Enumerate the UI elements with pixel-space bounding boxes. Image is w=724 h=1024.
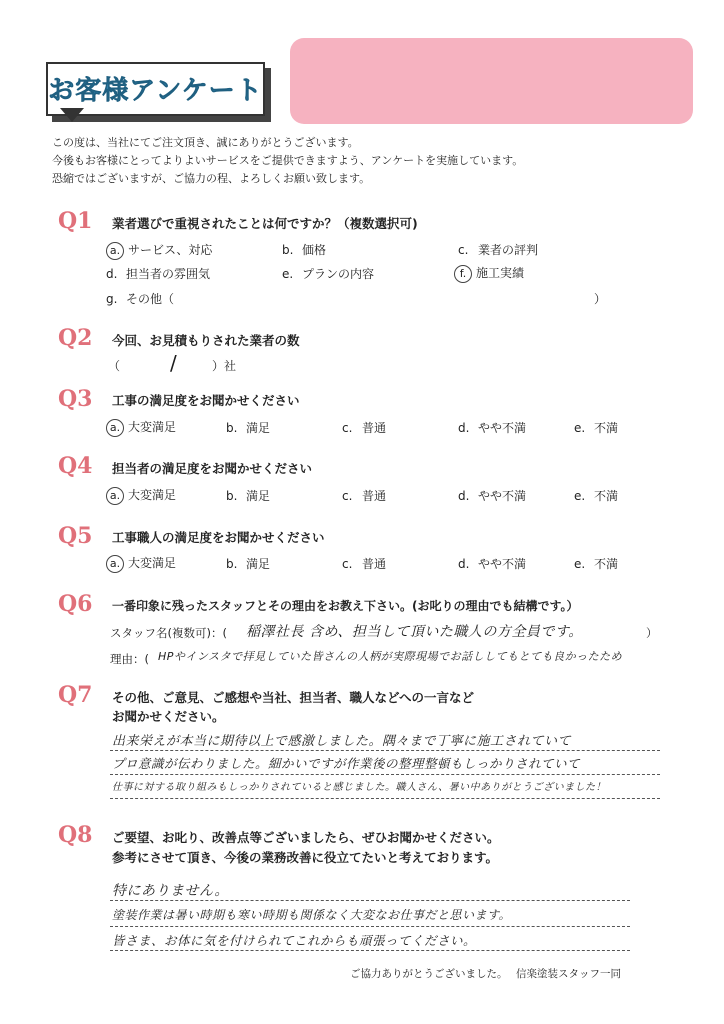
answer-line bbox=[110, 774, 660, 775]
intro-line: この度は、当社にてご注文頂き、誠にありがとうございます。 bbox=[52, 136, 359, 149]
option-letter: c. bbox=[342, 489, 353, 503]
option-letter: d. bbox=[458, 489, 470, 503]
q2-question: 今回、お見積もりされた業者の数 bbox=[112, 333, 300, 348]
q5-option-a[interactable] bbox=[106, 554, 176, 573]
q8-question-line1: ご要望、お叱り、改善点等ございましたら、ぜひお聞かせください。 bbox=[112, 830, 500, 845]
option-label: 担当者の雰囲気 bbox=[126, 267, 211, 281]
q4-option-a[interactable] bbox=[106, 486, 176, 505]
option-label: 不満 bbox=[594, 557, 619, 571]
option-label: 大変満足 bbox=[128, 556, 177, 570]
q1-option-a[interactable] bbox=[106, 241, 212, 260]
q3-option-a[interactable] bbox=[106, 418, 176, 437]
q4-option-d[interactable] bbox=[458, 487, 526, 504]
option-letter: b. bbox=[226, 557, 238, 571]
q6-staff-answer[interactable]: 稲澤社長 含め、担当して頂いた職人の方全員です。 bbox=[246, 624, 583, 640]
q7-answer-line[interactable]: プロ意識が伝わりました。細かいですが作業後の整理整頓もしっかりされていて bbox=[112, 756, 581, 771]
q1-option-d[interactable] bbox=[106, 265, 210, 282]
option-letter: c. bbox=[342, 557, 353, 571]
q8-label: Q8 bbox=[58, 822, 93, 848]
option-letter: b. bbox=[282, 243, 294, 257]
answer-line bbox=[110, 926, 630, 927]
q1-question: 業者選びで重視されたことは何ですか？（複数選択可) bbox=[112, 216, 418, 231]
q1-option-c[interactable] bbox=[458, 241, 538, 258]
q6-reason-answer[interactable]: HPやインスタで拝見していた皆さんの人柄が実際現場でお話ししてもとても良かったため bbox=[158, 650, 623, 663]
title-box-tail bbox=[60, 108, 84, 122]
option-label: 不満 bbox=[594, 421, 619, 435]
option-letter: c. bbox=[458, 243, 469, 257]
option-letter: b. bbox=[226, 421, 238, 435]
q4-option-e[interactable] bbox=[574, 487, 618, 504]
option-label: やや不満 bbox=[478, 421, 527, 435]
selected-circle: f. bbox=[454, 265, 472, 283]
option-letter: g. bbox=[106, 292, 118, 306]
option-letter: d. bbox=[458, 421, 470, 435]
q1-other-close: ） bbox=[594, 292, 607, 306]
page-title: お客様アンケート bbox=[48, 76, 263, 106]
option-letter: e. bbox=[574, 489, 586, 503]
option-label: 満足 bbox=[246, 557, 271, 571]
option-letter: d. bbox=[458, 557, 470, 571]
option-label: 満足 bbox=[246, 421, 271, 435]
q2-close-paren: ）社 bbox=[212, 359, 237, 373]
q1-option-f[interactable] bbox=[454, 264, 524, 283]
q5-question: 工事職人の満足度をお聞かせください bbox=[112, 530, 325, 545]
answer-line bbox=[110, 750, 660, 751]
selected-circle: a. bbox=[106, 242, 124, 260]
option-label: 不満 bbox=[594, 489, 619, 503]
q7-question-line2: お聞かせください。 bbox=[112, 709, 225, 724]
q6-question: 一番印象に残ったスタッフとその理由をお教え下さい。(お叱りの理由でも結構です。） bbox=[112, 599, 579, 613]
answer-line bbox=[110, 900, 630, 901]
selected-circle: a. bbox=[106, 487, 124, 505]
q4-option-c[interactable] bbox=[342, 487, 386, 504]
option-label: 業者の評判 bbox=[478, 243, 539, 257]
q8-answer-line[interactable]: 特にありません。 bbox=[112, 883, 229, 899]
q2-open-paren: （ bbox=[108, 359, 121, 373]
q5-option-b[interactable] bbox=[226, 555, 270, 572]
option-letter: c. bbox=[342, 421, 353, 435]
q5-label: Q5 bbox=[58, 523, 93, 549]
option-label: 普通 bbox=[362, 489, 387, 503]
option-label: 普通 bbox=[362, 557, 387, 571]
q4-label: Q4 bbox=[58, 453, 93, 479]
option-label: 大変満足 bbox=[128, 420, 177, 434]
q5-option-d[interactable] bbox=[458, 555, 526, 572]
option-label: 満足 bbox=[246, 489, 271, 503]
q6-reason-label: 理由：( bbox=[110, 652, 149, 666]
answer-line bbox=[110, 950, 630, 951]
q1-option-g[interactable] bbox=[106, 290, 174, 307]
q2-label: Q2 bbox=[58, 325, 93, 351]
q3-question: 工事の満足度をお聞かせください bbox=[112, 393, 300, 408]
option-label: 価格 bbox=[302, 243, 327, 257]
selected-circle: a. bbox=[106, 419, 124, 437]
option-label: プランの内容 bbox=[302, 267, 375, 281]
option-letter: e. bbox=[574, 421, 586, 435]
q2-handwritten-answer[interactable]: / bbox=[170, 351, 178, 375]
q3-option-e[interactable] bbox=[574, 419, 618, 436]
q6-label: Q6 bbox=[58, 591, 93, 617]
q5-option-e[interactable] bbox=[574, 555, 618, 572]
option-label: やや不満 bbox=[478, 557, 527, 571]
q7-answer-line[interactable]: 出来栄えが本当に期待以上で感激しました。隅々まで丁寧に施工されていて bbox=[112, 734, 572, 749]
option-letter: e. bbox=[574, 557, 586, 571]
q1-label: Q1 bbox=[58, 208, 93, 234]
answer-line bbox=[110, 798, 660, 799]
q7-label: Q7 bbox=[58, 682, 93, 708]
q4-question: 担当者の満足度をお聞かせください bbox=[112, 461, 313, 476]
name-redaction-box bbox=[290, 38, 693, 124]
option-label: その他（ bbox=[126, 292, 175, 306]
option-letter: e. bbox=[282, 267, 294, 281]
q8-question-line2: 参考にさせて頂き、今後の業務改善に役立てたいと考えております。 bbox=[112, 850, 499, 865]
option-label: 施工実績 bbox=[476, 266, 525, 280]
q1-option-b[interactable] bbox=[282, 241, 326, 258]
q1-option-e[interactable] bbox=[282, 265, 374, 282]
option-letter: b. bbox=[226, 489, 238, 503]
q6-staff-label: スタッフ名(複数可)：( bbox=[110, 626, 227, 640]
intro-text bbox=[52, 134, 523, 188]
option-label: 普通 bbox=[362, 421, 387, 435]
option-letter: d. bbox=[106, 267, 118, 281]
q7-answer-line[interactable]: 仕事に対する取り組みもしっかりされていると感じました。職人さん、暑い中ありがとうございました！ bbox=[112, 782, 607, 793]
q3-option-c[interactable] bbox=[342, 419, 386, 436]
q3-label: Q3 bbox=[58, 386, 93, 412]
q8-answer-line[interactable]: 皆さま、お体に気を付けられてこれからも頑張ってください。 bbox=[112, 933, 477, 948]
q3-option-d[interactable] bbox=[458, 419, 526, 436]
option-label: サービス、対応 bbox=[128, 243, 213, 257]
footer-thanks: ご協力ありがとうございました。 bbox=[350, 968, 508, 980]
q4-option-b[interactable] bbox=[226, 487, 270, 504]
q6-staff-close: ） bbox=[646, 626, 658, 640]
q8-answer-line[interactable]: 塗装作業は暑い時期も寒い時期も関係なく大変なお仕事だと思います。 bbox=[112, 908, 512, 922]
q5-option-c[interactable] bbox=[342, 555, 386, 572]
q7-question-line1: その他、ご意見、ご感想や当社、担当者、職人などへの一言など bbox=[112, 690, 475, 705]
option-label: 大変満足 bbox=[128, 488, 177, 502]
intro-line: 今後もお客様にとってよりよいサービスをご提供できますよう、アンケートを実施しています。 bbox=[52, 154, 524, 167]
option-label: やや不満 bbox=[478, 489, 527, 503]
footer-signature: 信楽塗装スタッフ一同 bbox=[516, 968, 621, 980]
selected-circle: a. bbox=[106, 555, 124, 573]
intro-line: 恐縮ではございますが、ご協力の程、よろしくお願い致します。 bbox=[52, 172, 371, 185]
q3-option-b[interactable] bbox=[226, 419, 270, 436]
